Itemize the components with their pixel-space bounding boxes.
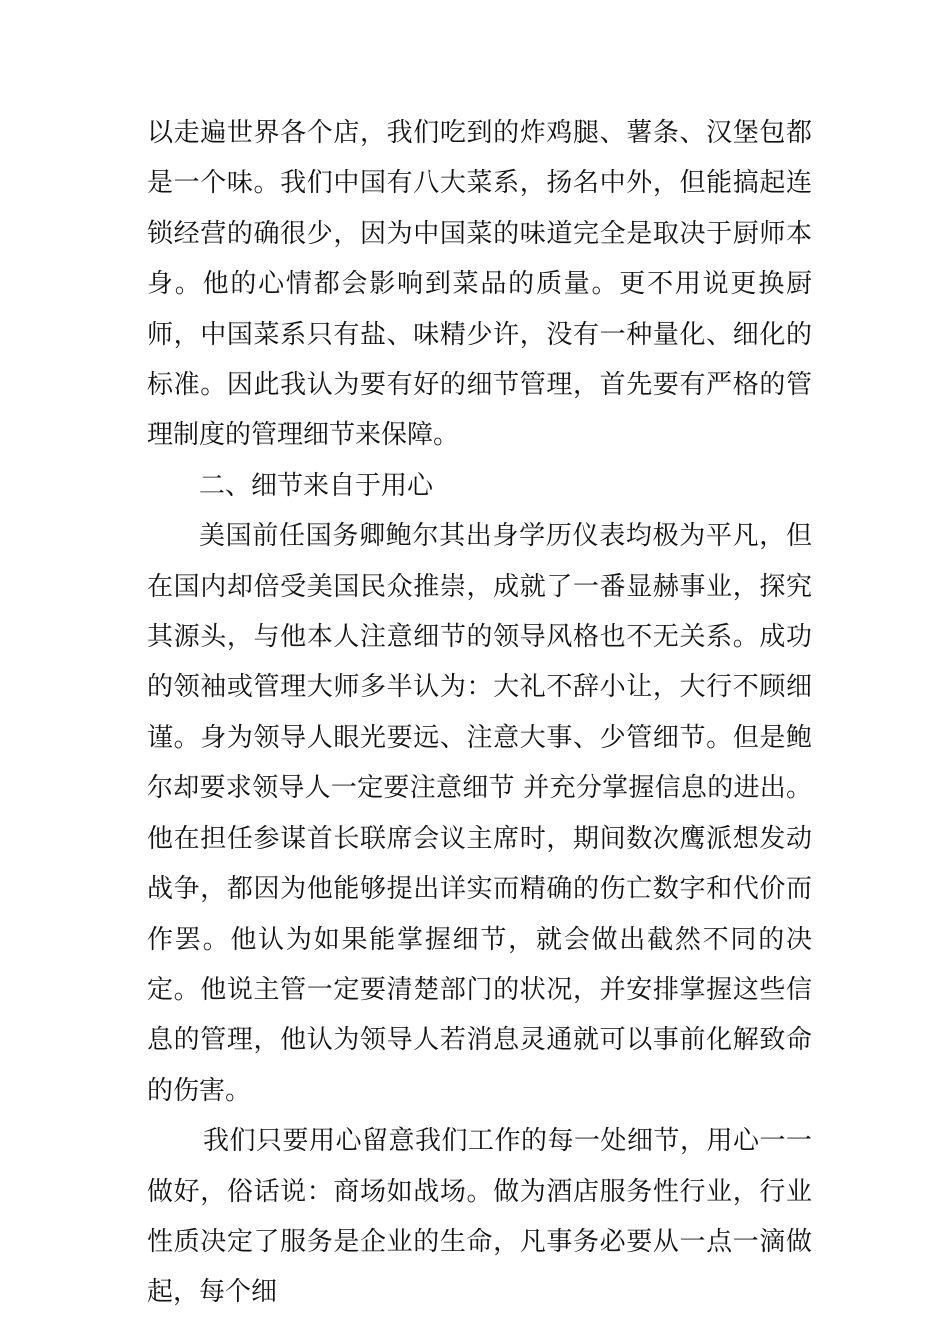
paragraph-attention: 我们只要用心留意我们工作的每一处细节，用心一一做好，俗话说：商场如战场。做为酒店服务性行业，行业性质决定了服务是企业的生命，凡事务必要从一点一滴做起，每个细 — [147, 1126, 812, 1308]
document-body — [147, 108, 812, 1318]
section-heading: 二、细节来自于用心 — [199, 470, 434, 501]
paragraph-continuation: 以走遍世界各个店，我们吃到的炸鸡腿、薯条、汉堡包都是一个味。我们中国有八大菜系，扬名中外，但能搞起连锁经营的确很少，因为中国菜的味道完全是取决于厨师本身。他的心情都会影响到菜品的质量。更不用说更换厨师，中国菜系只有盐、味精少许，没有一种量化、细化的标准。因此我认为要有好的细节管理，首先要有严格的管理制度的管理细节来保障。 — [147, 118, 812, 451]
paragraph-powell: 美国前任国务卿鲍尔其出身学历仪表均极为平凡，但在国内却倍受美国民众推崇，成就了一番显赫事业，探究其源头，与他本人注意细节的领导风格也不无关系。成功的领袖或管理大师多半认为：大礼不辞小让，大行不顾细谨。身为领导人眼光要远、注意大事、少管细节。但是鲍尔却要求领导人一定要注意细节 并充分掌握信息的进出。他在担任参谋首长联席会议主席时，期间数次鹰派想发动战争，都因为他能够提出详实而精确的伤亡数字和代价而作罢。他认为如果能掌握细节，就会做出截然不同的决定。他说主管一定要清楚部门的状况，并安排掌握这些信息的管理，他认为领导人若消息灵通就可以事前化解致命的伤害。 — [147, 521, 812, 1106]
